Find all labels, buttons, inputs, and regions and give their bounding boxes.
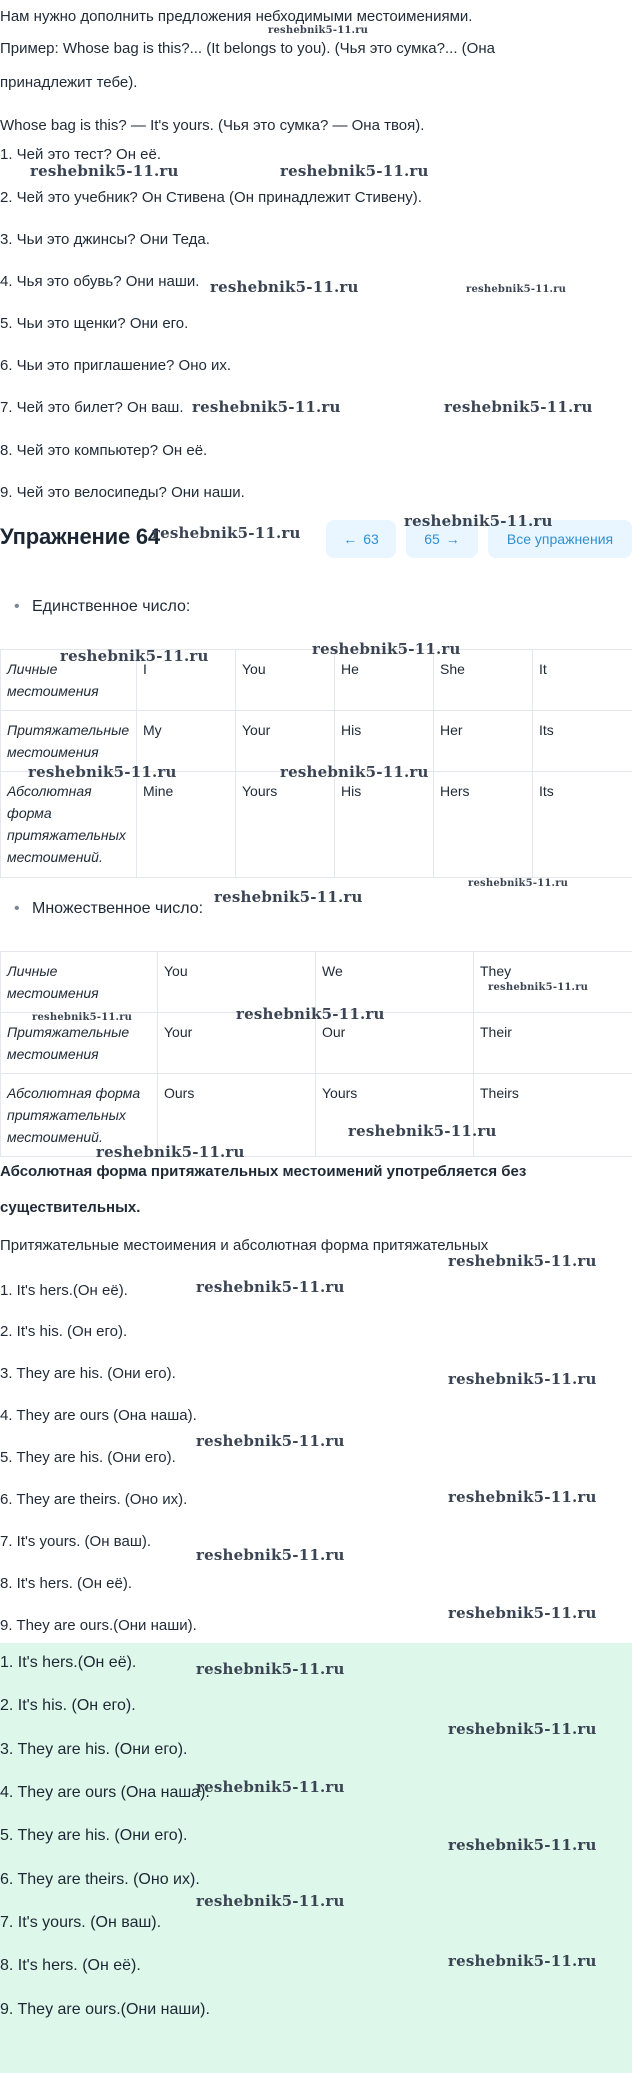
watermark-text: reshebnik5-11.ru bbox=[60, 647, 209, 665]
list-item: 4. They are ours (Она наша). bbox=[0, 1407, 197, 1424]
watermark-text: reshebnik5-11.ru bbox=[468, 878, 569, 889]
watermark-text: reshebnik5-11.ru bbox=[444, 398, 593, 416]
table-cell: Its bbox=[533, 711, 632, 772]
plural-label: Множественное число: bbox=[32, 900, 204, 917]
table-cell: You bbox=[158, 952, 316, 1013]
prev-exercise-button[interactable] bbox=[326, 520, 396, 558]
list-item: 6. They are theirs. (Оно их). bbox=[0, 1871, 200, 1888]
watermark-text: reshebnik5-11.ru bbox=[348, 1122, 497, 1140]
list-item: 7. It's yours. (Он ваш). bbox=[0, 1914, 162, 1931]
watermark-text: reshebnik5-11.ru bbox=[448, 1952, 597, 1970]
exercise-title: Упражнение 64 bbox=[0, 524, 160, 549]
list-item: 5. Чьи это щенки? Они его. bbox=[0, 315, 189, 332]
table-cell: Our bbox=[316, 1013, 474, 1074]
row-header-cell: Личные местоимения bbox=[1, 650, 137, 711]
row-header-cell: Абсолютная форма притяжательных местоимений. bbox=[1, 772, 137, 878]
table-cell: Ours bbox=[158, 1074, 316, 1157]
row-header-cell: Притяжательные местоимения bbox=[1, 711, 137, 772]
list-item: 4. They are ours (Она наша). bbox=[0, 1784, 210, 1801]
next-exercise-label: 65 bbox=[424, 531, 440, 547]
table-cell: Its bbox=[533, 772, 632, 878]
watermark-text: reshebnik5-11.ru bbox=[32, 1012, 133, 1023]
table-cell: They bbox=[474, 952, 632, 1013]
watermark-text: reshebnik5-11.ru bbox=[96, 1143, 245, 1161]
list-item: 9. Чей это велосипеды? Они наши. bbox=[0, 484, 245, 501]
all-exercises-label: Все упражнения bbox=[506, 531, 614, 547]
table-cell: She bbox=[434, 650, 533, 711]
table-cell: I bbox=[137, 650, 236, 711]
list-item: 2. It's his. (Он его). bbox=[0, 1323, 128, 1340]
list-item: 3. Чьи это джинсы? Они Теда. bbox=[0, 231, 210, 248]
watermark-text: reshebnik5-11.ru bbox=[28, 763, 177, 781]
list-item: 2. Чей это учебник? Он Стивена (Он принадлежит Стивену). bbox=[0, 189, 422, 206]
intro-line-1: Нам нужно дополнить предложения небходимыми местоимениями. bbox=[0, 8, 473, 25]
note-line: Притяжательные местоимения и абсолютная форма притяжательных bbox=[0, 1237, 489, 1254]
singular-label: Единственное число: bbox=[32, 598, 191, 615]
row-header-cell: Притяжательные местоимения bbox=[1, 1013, 158, 1074]
list-item: 9. They are ours.(Они наши). bbox=[0, 2001, 210, 2018]
table-cell: We bbox=[316, 952, 474, 1013]
list-item: 6. Чьи это приглашение? Оно их. bbox=[0, 357, 232, 374]
row-header-cell: Абсолютная форма притяжательных местоимений. bbox=[1, 1074, 158, 1157]
list-item: 8. It's hers. (Он её). bbox=[0, 1575, 133, 1592]
note-bold-line-2: существительных. bbox=[0, 1199, 141, 1216]
table-cell: Yours bbox=[236, 772, 335, 878]
table-cell: Mine bbox=[137, 772, 236, 878]
watermark-text: reshebnik5-11.ru bbox=[448, 1836, 597, 1854]
watermark-text: reshebnik5-11.ru bbox=[268, 25, 369, 36]
intro-line-2: Пример: Whose bag is this?... (It belongs to you). (Чья это сумка?... (Она bbox=[0, 40, 495, 57]
arrow-left-icon: ← bbox=[343, 531, 358, 547]
list-item: 3. They are his. (Они его). bbox=[0, 1365, 176, 1382]
watermark-text: reshebnik5-11.ru bbox=[30, 162, 179, 180]
watermark-text: reshebnik5-11.ru bbox=[196, 1278, 345, 1296]
watermark-text: reshebnik5-11.ru bbox=[196, 1546, 345, 1564]
watermark-text: reshebnik5-11.ru bbox=[448, 1252, 597, 1270]
table-cell: Their bbox=[474, 1013, 632, 1074]
bullet-icon: • bbox=[14, 598, 20, 615]
list-item: 5. They are his. (Они его). bbox=[0, 1827, 188, 1844]
watermark-text: reshebnik5-11.ru bbox=[196, 1778, 345, 1796]
intro-line-3: принадлежит тебе). bbox=[0, 74, 138, 91]
list-item: 5. They are his. (Они его). bbox=[0, 1449, 176, 1466]
watermark-text: reshebnik5-11.ru bbox=[448, 1370, 597, 1388]
watermark-text: reshebnik5-11.ru bbox=[214, 888, 363, 906]
table-row bbox=[1, 772, 632, 878]
intro-line-4: Whose bag is this? — It's yours. (Чья это сумка? — Она твоя). bbox=[0, 117, 425, 134]
watermark-text: reshebnik5-11.ru bbox=[236, 1005, 385, 1023]
table-cell: His bbox=[335, 711, 434, 772]
watermark-text: reshebnik5-11.ru bbox=[280, 162, 429, 180]
list-item: 3. They are his. (Они его). bbox=[0, 1741, 188, 1758]
table-cell: Your bbox=[236, 711, 335, 772]
table-cell: Yours bbox=[316, 1074, 474, 1157]
arrow-right-icon: → bbox=[445, 531, 460, 547]
watermark-text: reshebnik5-11.ru bbox=[280, 763, 429, 781]
list-item: 2. It's his. (Он его). bbox=[0, 1697, 136, 1714]
watermark-text: reshebnik5-11.ru bbox=[196, 1660, 345, 1678]
watermark-text: reshebnik5-11.ru bbox=[196, 1432, 345, 1450]
note-bold-line-1: Абсолютная форма притяжательных местоимений употребляется без bbox=[0, 1163, 527, 1180]
watermark-text: reshebnik5-11.ru bbox=[488, 982, 589, 993]
list-item: 4. Чья это обувь? Они наши. bbox=[0, 273, 200, 290]
watermark-text: reshebnik5-11.ru bbox=[312, 640, 461, 658]
bullet-icon: • bbox=[14, 900, 20, 917]
prev-exercise-label: 63 bbox=[363, 531, 379, 547]
table-cell: You bbox=[236, 650, 335, 711]
list-item: 8. Чей это компьютер? Он её. bbox=[0, 442, 208, 459]
watermark-text: reshebnik5-11.ru bbox=[448, 1720, 597, 1738]
list-item: 9. They are ours.(Они наши). bbox=[0, 1617, 197, 1634]
list-item: 7. It's yours. (Он ваш). bbox=[0, 1533, 152, 1550]
list-item: 8. It's hers. (Он её). bbox=[0, 1957, 141, 1974]
table-cell: He bbox=[335, 650, 434, 711]
list-item: 7. Чей это билет? Он ваш. bbox=[0, 399, 184, 416]
row-header-cell: Личные местоимения bbox=[1, 952, 158, 1013]
table-cell: His bbox=[335, 772, 434, 878]
table-cell: My bbox=[137, 711, 236, 772]
watermark-text: reshebnik5-11.ru bbox=[448, 1488, 597, 1506]
list-item: 1. It's hers.(Он её). bbox=[0, 1282, 128, 1299]
table-cell: Her bbox=[434, 711, 533, 772]
watermark-text: reshebnik5-11.ru bbox=[466, 284, 567, 295]
watermark-text: reshebnik5-11.ru bbox=[196, 1892, 345, 1910]
watermark-text: reshebnik5-11.ru bbox=[210, 278, 359, 296]
list-item: 6. They are theirs. (Оно их). bbox=[0, 1491, 188, 1508]
watermark-text: reshebnik5-11.ru bbox=[448, 1604, 597, 1622]
table-cell: Your bbox=[158, 1013, 316, 1074]
list-item: 1. Чей это тест? Он её. bbox=[0, 146, 161, 163]
table-cell: It bbox=[533, 650, 632, 711]
watermark-text: reshebnik5-11.ru bbox=[192, 398, 341, 416]
list-item: 1. It's hers.(Он её). bbox=[0, 1654, 137, 1671]
watermark-text: reshebnik5-11.ru bbox=[152, 524, 301, 542]
watermark-text: reshebnik5-11.ru bbox=[404, 512, 553, 530]
table-cell: Theirs bbox=[474, 1074, 632, 1157]
table-cell: Hers bbox=[434, 772, 533, 878]
